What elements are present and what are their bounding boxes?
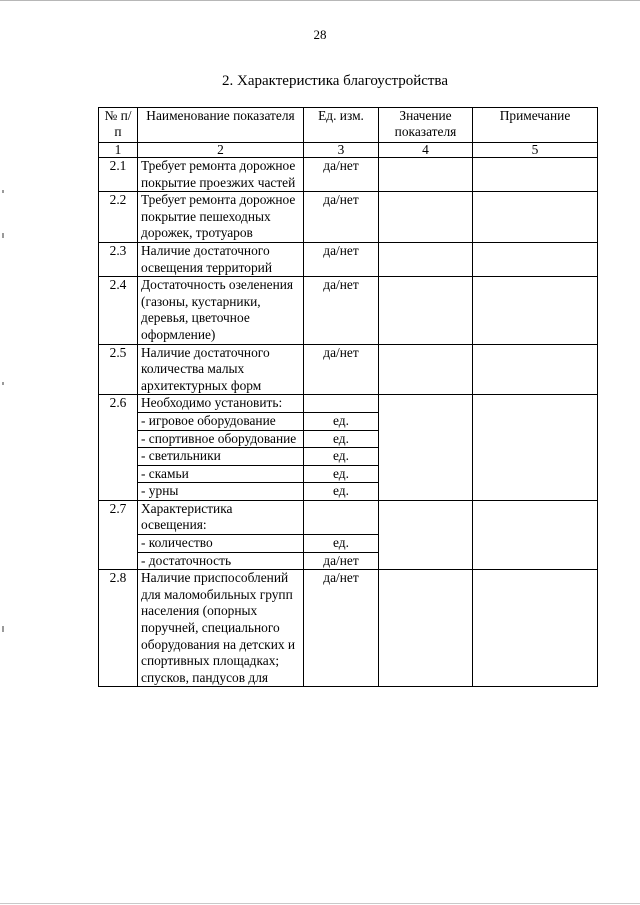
table-row [99,158,598,192]
row-unit: ед. [304,465,379,483]
column-number: 3 [304,143,379,158]
row-value-cell [379,500,473,569]
table-row [99,192,598,243]
row-unit: да/нет [304,344,379,395]
row-value-cell [379,192,473,243]
row-indicator-name: - светильники [138,448,304,466]
row-value-cell [379,395,473,501]
page-number: 28 [313,27,327,42]
row-unit: да/нет [304,552,379,570]
row-number: 2.3 [99,242,138,276]
column-number: 1 [99,143,138,158]
row-indicator-name: - скамьи [138,465,304,483]
section-title: 2. Характеристика благоустройства [222,73,448,89]
row-unit: да/нет [304,570,379,687]
row-unit: ед. [304,448,379,466]
row-unit: да/нет [304,192,379,243]
row-unit [304,500,379,534]
row-indicator-name: Наличие приспособлений для маломобильных групп населения (опорных поручней, специального оборудования на детских и спортивных площадках; спусков, пандусов для [138,570,304,687]
row-number: 2.8 [99,570,138,687]
row-unit: да/нет [304,277,379,344]
row-indicator-name: - количество [138,535,304,553]
row-number: 2.2 [99,192,138,243]
column-number: 4 [379,143,473,158]
row-unit: ед. [304,483,379,501]
table-row [99,277,598,344]
row-indicator-name: Характеристика освещения: [138,500,304,534]
row-unit: да/нет [304,158,379,192]
table-row [99,500,598,534]
row-indicator-name: Требует ремонта дорожное покрытие проезжих частей [138,158,304,192]
row-indicator-name: - игровое оборудование [138,412,304,430]
column-number: 5 [473,143,598,158]
row-note-cell [473,500,598,569]
row-note-cell [473,158,598,192]
row-note-cell [473,395,598,501]
row-number: 2.7 [99,500,138,569]
scan-margin-mark [2,190,4,193]
row-note-cell [473,344,598,395]
row-unit: ед. [304,430,379,448]
row-indicator-name: Наличие достаточного количества малых архитектурных форм [138,344,304,395]
row-number: 2.4 [99,277,138,344]
scan-margin-mark [2,233,4,238]
page-bottom-edge [0,903,640,904]
row-value-cell [379,570,473,687]
row-unit: ед. [304,412,379,430]
row-value-cell [379,158,473,192]
column-number: 2 [138,143,304,158]
row-value-cell [379,344,473,395]
row-unit [304,395,379,413]
header-indicator-value: Значение показателя [379,108,473,143]
row-unit: да/нет [304,242,379,276]
scan-margin-mark [2,382,4,385]
header-note: Примечание [473,108,598,143]
scan-margin-mark [2,626,4,632]
improvement-characteristics-table [98,107,598,687]
row-note-cell [473,242,598,276]
header-number: № п/п [99,108,138,143]
row-number: 2.6 [99,395,138,501]
row-indicator-name: Наличие достаточного освещения территорий [138,242,304,276]
column-number-row [99,143,598,158]
row-indicator-name: - достаточность [138,552,304,570]
row-indicator-name: Необходимо установить: [138,395,304,413]
table-row [99,395,598,413]
row-unit: ед. [304,535,379,553]
table-row [99,570,598,687]
row-indicator-name: - спортивное оборудование [138,430,304,448]
table-row [99,344,598,395]
page-top-edge [0,0,640,1]
row-value-cell [379,242,473,276]
row-indicator-name: - урны [138,483,304,501]
row-number: 2.5 [99,344,138,395]
row-value-cell [379,277,473,344]
table-header-row [99,108,598,143]
table-row [99,242,598,276]
row-note-cell [473,192,598,243]
header-indicator-name: Наименование показателя [138,108,304,143]
header-unit: Ед. изм. [304,108,379,143]
row-indicator-name: Достаточность озеленения (газоны, кустарники, деревья, цветочное оформление) [138,277,304,344]
row-note-cell [473,277,598,344]
row-note-cell [473,570,598,687]
row-indicator-name: Требует ремонта дорожное покрытие пешеходных дорожек, тротуаров [138,192,304,243]
row-number: 2.1 [99,158,138,192]
